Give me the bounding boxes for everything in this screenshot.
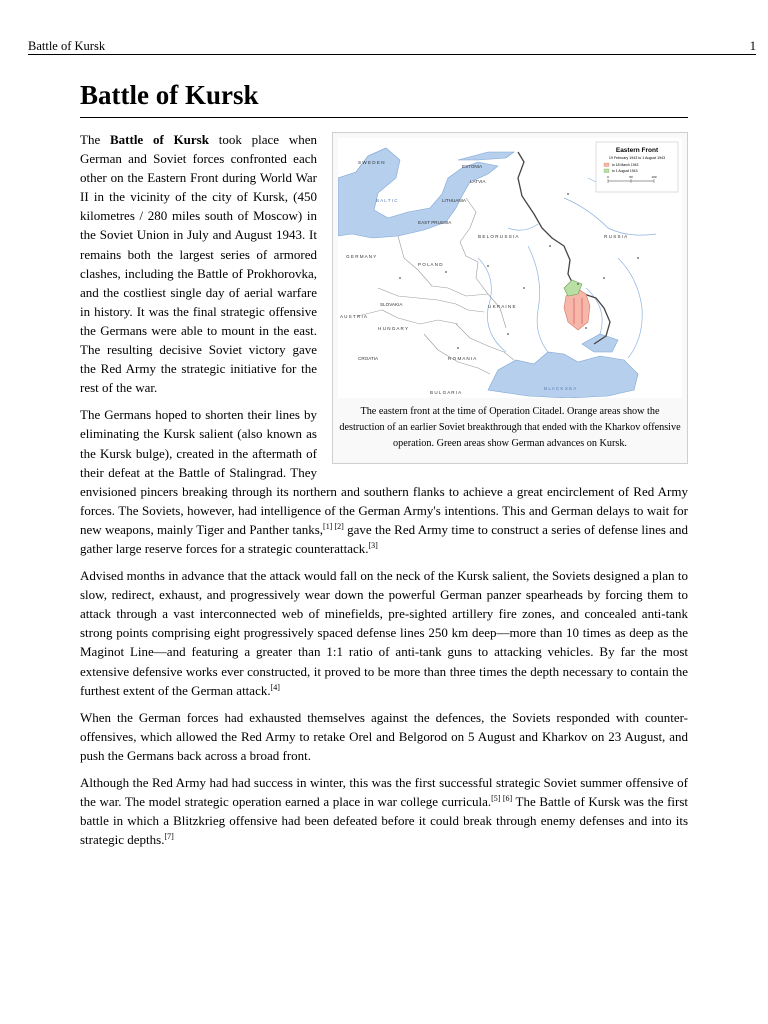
map-legend <box>596 142 678 192</box>
paragraph-3 <box>80 566 688 700</box>
label-germany: G E R M A N Y <box>346 254 377 259</box>
legend-subtitle: 19 February 1943 to 1 August 1943 <box>608 156 666 160</box>
figure-caption: The eastern front at the time of Operation Citadel. Orange areas show the destruction of an earlier Soviet breakthrough that ended with the Kharkov offensive operation. Green areas show German advances on Kursk. <box>339 406 681 449</box>
p1-text-start: The <box>80 132 110 147</box>
label-slovakia: SLOVAKIA <box>380 302 403 307</box>
label-poland: P O L A N D <box>418 262 443 267</box>
p3-text: Advised months in advance that the attack would fall on the neck of the Kursk salient, the Soviets designed a plan to slow, redirect, exhaust, and progressively wear down the powerful German panzer spearheads by forcing them to attack through a vast interconnected web of minefields, pre-sighted artillery fire zones, and concealed anti-tank strong points comprising eight progressively spaced defense lines 250 km deep—more than 10 times as deep as the Maginot Line—and featuring a greater than 1:1 ratio of anti-tank guns to attacking vehicles. By far the most extensive defensive works ever constructed, it proved to be more than three times the depth necessary to contain the furthest extent of the German attack. <box>80 568 688 698</box>
p1-text-rest: took place when German and Soviet forces confronted each other on the Eastern Front during World War II in the vicinity of the city of Kursk, (450 kilometres / 280 miles south of Moscow) in the Soviet Union in July and August 1943. It remains both the largest series of armored clashes, including the Battle of Prokhorovka, and the costliest single day of aerial warfare in history. It was the final strategic offensive the Germans were able to mount in the east. The resulting decisive Soviet victory gave the Red Army the strategic initiative for the rest of the war. <box>80 132 317 396</box>
legend-item-green: to 1 August 1943 <box>612 169 638 173</box>
label-estonia: ESTONIA <box>462 164 483 169</box>
label-austria: A U S T R I A <box>340 314 367 319</box>
label-latvia: LATVIA <box>470 179 486 184</box>
article-title: Battle of Kursk <box>80 78 688 118</box>
scale-100: 100 <box>651 175 657 179</box>
legend-item-orange: to 18 March 1943 <box>612 163 639 167</box>
citation-5[interactable]: [5] <box>491 794 501 804</box>
label-bulgaria: B U L G A R I A <box>430 390 462 395</box>
citation-7[interactable]: [7] <box>164 832 174 842</box>
scale-50: 50 <box>629 175 633 179</box>
citation-2[interactable]: [2] <box>334 521 344 531</box>
map-figure <box>332 132 688 464</box>
label-russia: R U S S I A <box>604 234 628 239</box>
citation-6[interactable]: [6] <box>502 794 513 804</box>
label-east-prussia: EAST PRUSSIA <box>418 220 452 225</box>
label-ukraine: U K R A I N E <box>488 304 516 309</box>
p4-text: When the German forces had exhausted themselves against the defences, the Soviets responded with counter-offensives, which allowed the Red Army to retake Orel and Belgorod on 5 August and Kharkov on 23 August, and push the Germans back across a broad front. <box>80 709 688 763</box>
legend-title: Eastern Front <box>615 147 659 154</box>
running-header <box>28 38 756 55</box>
label-sweden: S W E D E N <box>358 160 385 165</box>
p5-text-a: Although the Red Army had had success in winter, this was the first successful strategic Soviet summer offensive of the war. The model strategic operation earned a place in war college curricula. <box>80 775 688 810</box>
citation-3[interactable]: [3] <box>368 540 378 550</box>
p5-text-b: The Battle of Kursk was the first battle in which a Blitzkrieg offensive had been defeated before it could break through enemy defenses and into its strategic depths. <box>80 794 689 848</box>
citation-4[interactable]: [4] <box>270 682 280 692</box>
paragraph-4 <box>80 708 688 765</box>
eastern-front-map <box>338 138 682 398</box>
p2-text-b: gave the Red Army time to construct a series of defense lines and gather large reserve forces for a strategic counterattack. <box>80 521 688 556</box>
label-black-sea: B L A C K S E A <box>544 386 577 391</box>
label-romania: R O M A N I A <box>448 356 477 361</box>
scale-0: 0 <box>607 175 609 179</box>
label-baltic: B A L T I C <box>376 198 398 203</box>
paragraph-5 <box>80 773 688 849</box>
article-body <box>80 130 688 857</box>
label-hungary: H U N G A R Y <box>378 326 409 331</box>
label-lithuania: LITHUANIA <box>442 198 466 203</box>
label-belorussia: B E L O R U S S I A <box>478 234 519 239</box>
p1-bold-term: Battle of Kursk <box>109 132 209 147</box>
citation-1[interactable]: [1] <box>323 521 333 531</box>
p2-text-a: The Germans hoped to shorten their lines by eliminating the Kursk salient (also known as the Kursk bulge), created in the aftermath of their defeat at the Battle of Stalingrad. They envisioned pincers breaking through its northern and southern flanks to achieve a great encirclement of Red Army forces. The Soviets, however, had intelligence of the German Army's intentions. This and German delays to wait for new weapons, mainly Tiger and Panther tanks, <box>80 407 688 537</box>
header-rule <box>712 54 756 55</box>
label-croatia: CROATIA <box>358 356 379 361</box>
page-number: 1 <box>749 39 756 53</box>
running-title: Battle of Kursk <box>28 39 106 53</box>
